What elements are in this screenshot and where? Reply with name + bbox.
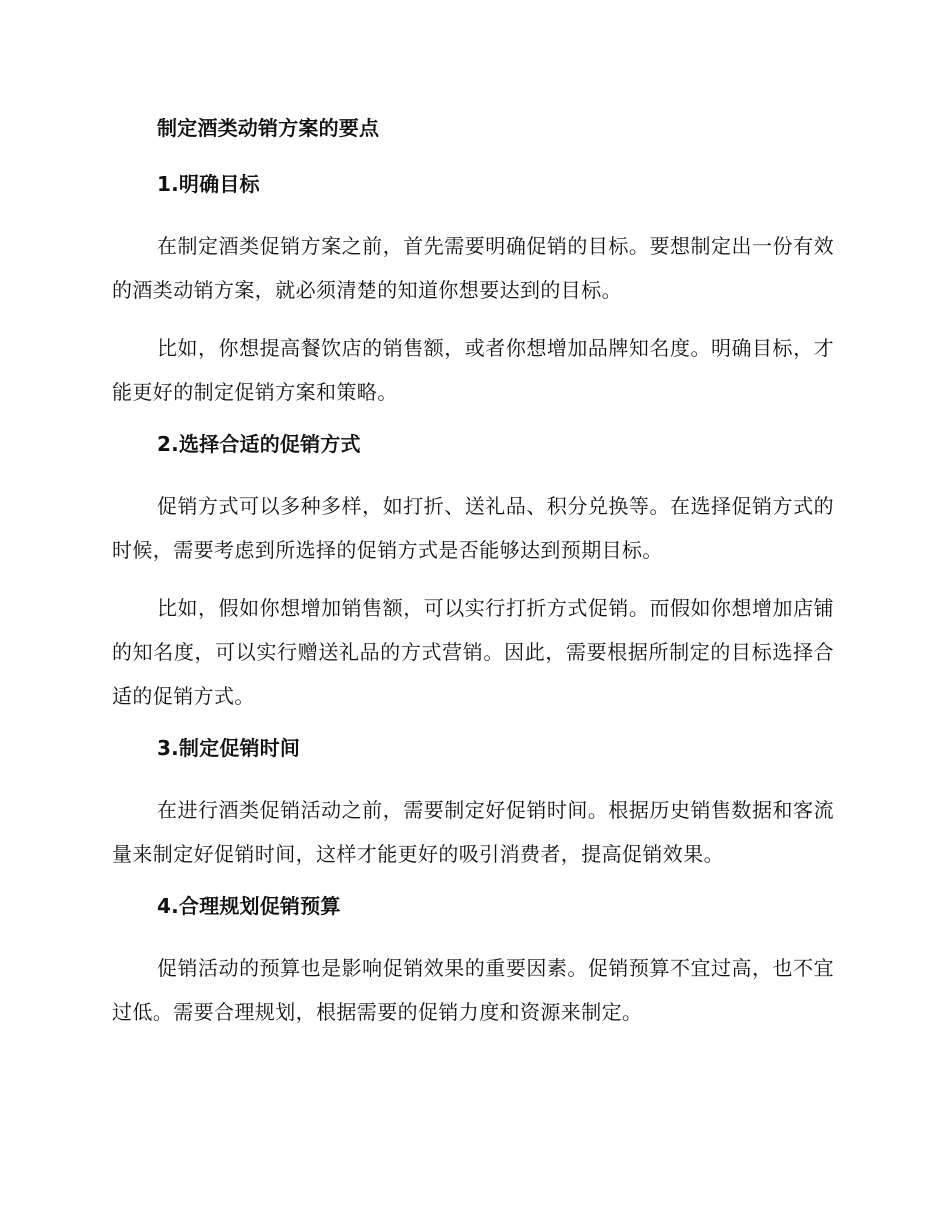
- section-3: [112, 732, 834, 876]
- section-paragraph: 促销活动的预算也是影响促销效果的重要因素。促销预算不宜过高，也不宜过低。需要合理规划，根据需要的促销力度和资源来制定。: [112, 956, 834, 1024]
- section-2: [112, 428, 834, 718]
- section-paragraph: 在制定酒类促销方案之前，首先需要明确促销的目标。要想制定出一份有效的酒类动销方案，就必须清楚的知道你想要达到的目标。: [112, 234, 834, 302]
- section-paragraph: 促销方式可以多种多样，如打折、送礼品、积分兑换等。在选择促销方式的时候，需要考虑到所选择的促销方式是否能够达到预期目标。: [112, 494, 834, 562]
- section-heading: 2.选择合适的促销方式: [157, 432, 361, 456]
- section-paragraph: 比如，你想提高餐饮店的销售额，或者你想增加品牌知名度。明确目标，才能更好的制定促销方案和策略。: [112, 336, 834, 404]
- document-body: [112, 112, 834, 1048]
- section-heading: 1.明确目标: [157, 172, 260, 196]
- section-heading: 3.制定促销时间: [157, 736, 301, 760]
- section-heading: 4.合理规划促销预算: [157, 894, 341, 918]
- section-4: [112, 890, 834, 1034]
- section-1: [112, 168, 834, 414]
- section-paragraph: 比如，假如你想增加销售额，可以实行打折方式促销。而假如你想增加店铺的知名度，可以实行赠送礼品的方式营销。因此，需要根据所制定的目标选择合适的促销方式。: [112, 596, 834, 708]
- section-paragraph: 在进行酒类促销活动之前，需要制定好促销时间。根据历史销售数据和客流量来制定好促销时间，这样才能更好的吸引消费者，提高促销效果。: [112, 798, 834, 866]
- document-title: 制定酒类动销方案的要点: [157, 116, 380, 140]
